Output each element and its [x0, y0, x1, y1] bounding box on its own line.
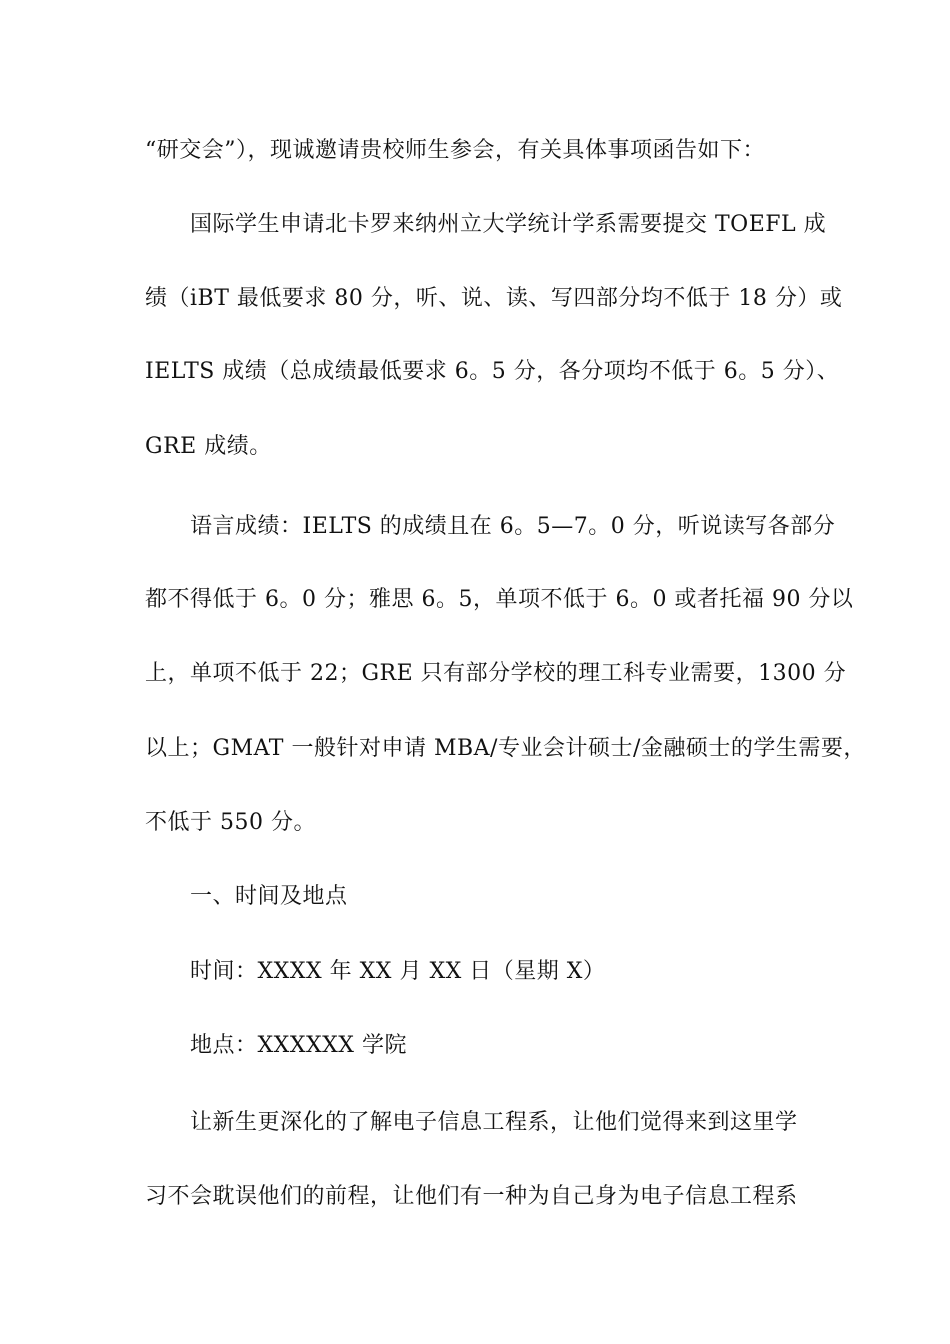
- text-line-6: 语言成绩：IELTS 的成绩且在 6。5—7。0 分，听说读写各部分: [190, 514, 836, 539]
- text-line-8: 上，单项不低于 22；GRE 只有部分学校的理工科专业需要，1300 分: [145, 661, 847, 686]
- time-line: 时间：XXXX 年 XX 月 XX 日（星期 X）: [190, 959, 606, 984]
- place-line: 地点：XXXXXX 学院: [190, 1033, 407, 1058]
- section-heading-time-place: 一、时间及地点: [190, 884, 348, 909]
- text-line-9: 以上；GMAT 一般针对申请 MBA/专业会计硕士/金融硕士的学生需要，: [145, 736, 866, 761]
- text-line-2: 国际学生申请北卡罗来纳州立大学统计学系需要提交 TOEFL 成: [190, 212, 827, 237]
- text-line-14: 让新生更深化的了解电子信息工程系，让他们觉得来到这里学: [190, 1110, 798, 1135]
- text-line-1: “研交会”），现诚邀请贵校师生参会，有关具体事项函告如下：: [145, 138, 765, 163]
- text-line-15: 习不会耽误他们的前程，让他们有一种为自己身为电子信息工程系: [145, 1184, 798, 1209]
- text-line-10: 不低于 550 分。: [145, 810, 316, 835]
- text-line-7: 都不得低于 6。0 分；雅思 6。5，单项不低于 6。0 或者托福 90 分以: [145, 587, 854, 612]
- text-line-4: IELTS 成绩（总成绩最低要求 6。5 分，各分项均不低于 6。5 分）、: [145, 359, 840, 384]
- text-line-5: GRE 成绩。: [145, 434, 272, 459]
- text-line-3: 绩（iBT 最低要求 80 分，听、说、读、写四部分均不低于 18 分）或: [145, 286, 843, 311]
